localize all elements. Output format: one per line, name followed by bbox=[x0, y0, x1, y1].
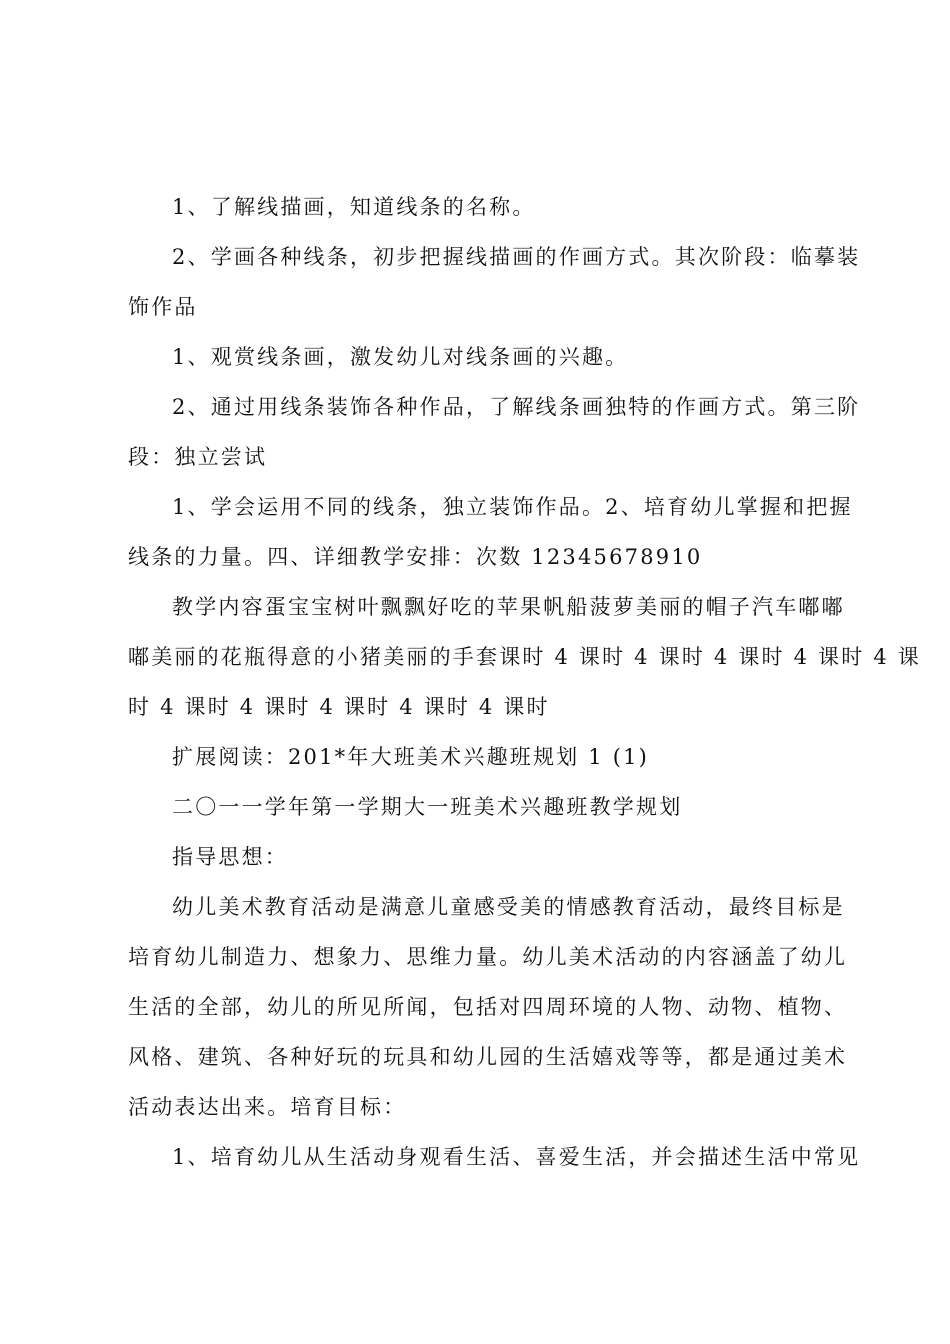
text-line: 2、学画各种线条，初步把握线描画的作画方式。其次阶段：临摹装 bbox=[172, 245, 861, 269]
text-line: 嘟美丽的花瓶得意的小猪美丽的手套课时 4 课时 4 课时 4 课时 4 课时 4 课 bbox=[128, 645, 921, 669]
paragraph-plan-title bbox=[128, 782, 834, 832]
text-line: 饰作品 bbox=[128, 295, 198, 319]
text-line: 生活的全部，幼儿的所见所闻，包括对四周环境的人物、动物、植物、 bbox=[128, 995, 848, 1019]
text-line: 1、培育幼儿从生活动身观看生活、喜爱生活，并会描述生活中常见 bbox=[172, 1145, 861, 1169]
text-line: 风格、建筑、各种好玩的玩具和幼儿园的生活嬉戏等等，都是通过美术 bbox=[128, 1045, 848, 1069]
paragraph-2 bbox=[128, 232, 861, 332]
text-line: 段：独立尝试 bbox=[128, 445, 268, 469]
text-line: 1、了解线描画，知道线条的名称。 bbox=[172, 195, 536, 219]
text-line: 扩展阅读：201*年大班美术兴趣班规划 1 (1) bbox=[172, 745, 650, 769]
text-line: 二〇一一学年第一学期大一班美术兴趣班教学规划 bbox=[172, 795, 683, 819]
text-line: 时 4 课时 4 课时 4 课时 4 课时 4 课时 bbox=[128, 695, 550, 719]
text-line: 培育幼儿制造力、想象力、思维力量。幼儿美术活动的内容涵盖了幼儿 bbox=[128, 945, 848, 969]
paragraph-6 bbox=[128, 582, 921, 732]
paragraph-goal-1 bbox=[128, 1132, 861, 1182]
text-line: 指导思想： bbox=[172, 845, 288, 869]
paragraph-4 bbox=[128, 382, 861, 482]
paragraph-guiding-heading bbox=[128, 832, 834, 882]
text-line: 2、通过用线条装饰各种作品，了解线条画独特的作画方式。第三阶 bbox=[172, 395, 861, 419]
paragraph-1 bbox=[128, 182, 834, 232]
text-line: 活动表达出来。培育目标： bbox=[128, 1095, 407, 1119]
text-line: 线条的力量。四、详细教学安排：次数 12345678910 bbox=[128, 545, 703, 569]
paragraph-extended-reading bbox=[128, 732, 834, 782]
text-line: 1、学会运用不同的线条，独立装饰作品。2、培育幼儿掌握和把握 bbox=[172, 495, 853, 519]
paragraph-3 bbox=[128, 332, 834, 382]
paragraph-guiding-body bbox=[128, 882, 848, 1132]
text-line: 教学内容蛋宝宝树叶飘飘好吃的苹果帆船菠萝美丽的帽子汽车嘟嘟 bbox=[172, 595, 845, 619]
text-line: 幼儿美术教育活动是满意儿童感受美的情感教育活动，最终目标是 bbox=[172, 895, 845, 919]
text-line: 1、观赏线条画，激发幼儿对线条画的兴趣。 bbox=[172, 345, 629, 369]
paragraph-5 bbox=[128, 482, 853, 582]
